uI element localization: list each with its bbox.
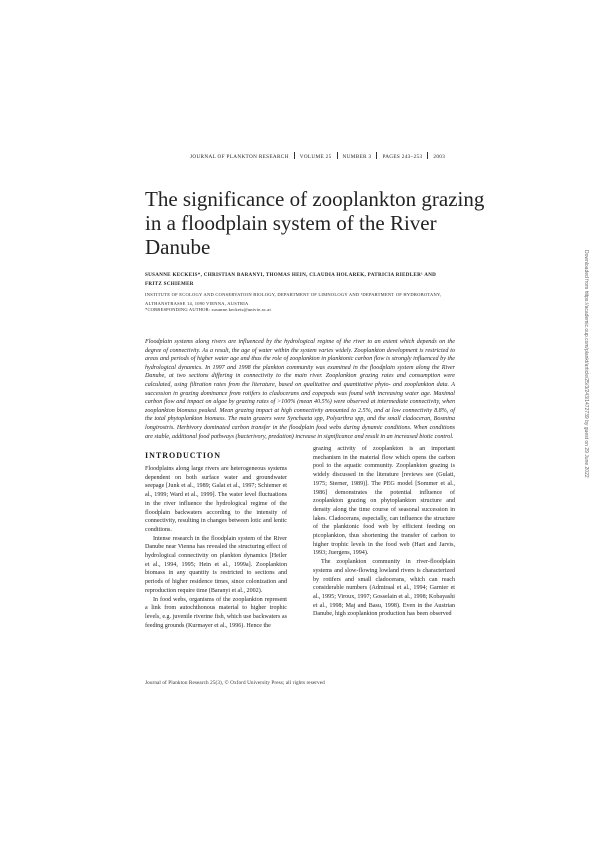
paragraph: In food webs, organisms of the zooplankton represent a link from autochthonous material to higher trophic levels, e.g. juvenile riverine fish, which use backwaters as feeding grounds (Kurmayer et al., 1996). Hence the (145, 596, 287, 629)
journal-name: JOURNAL OF PLANKTON RESEARCH (190, 154, 289, 160)
journal-year: 2003 (433, 154, 446, 160)
download-watermark (581, 250, 591, 550)
header-divider (427, 152, 428, 159)
article-title: The significance of zooplankton grazing in a floodplain system of the River Danube (145, 187, 485, 259)
paragraph: Intense research in the floodplain system of the River Danube near Vienna has revealed the structuring effect of hydrological connectivity on plankton dynamics [Heiler et al., 1994, 1995; Hein et al., 1999a]. Zooplankton biomass in any quantity is restricted to sections and periods of higher residence times, since colonization and reproduction require time (Baranyi et al., 2002). (145, 535, 287, 594)
journal-pages: PAGES 243–253 (382, 154, 423, 160)
journal-number: NUMBER 3 (342, 154, 372, 160)
paragraph: grazing activity of zooplankton is an important mechanism in the material flow which opens the carbon pool to the aquatic community. Zooplankton grazing is widely discussed in the literature [reviews see (Gulati, 1975; Sterner, 1989)]. The PEG model [Sommer et al., 1986] demonstrates the potential influence of zooplankton grazing on phytoplankton structure and density along the time course of seasonal succession in lakes. Cladocerans, especially, can influence the structure of the planktonic food web by efficient feeding on picoplankton, thus shortening the transfer of carbon to higher trophic levels in the food web (Hart and Jarvis, 1993; Juergens, 1994). (313, 446, 455, 557)
watermark-text: Downloaded from https://academic.oup.com/plankt/article/25/3/243/1472739 by guest on 29 June 2022 (583, 250, 589, 478)
body-column-right (313, 445, 455, 619)
author-list: SUSANNE KECKEIS*, CHRISTIAN BARANYI, THOMAS HEIN, CLAUDIA HOLAREK, PATRICIA RIEDLER¹ AND FRITZ SCHIEMER (145, 272, 437, 287)
journal-volume: VOLUME 25 (299, 154, 332, 160)
section-heading: INTRODUCTION (145, 451, 222, 460)
author-affiliation: INSTITUTE OF ECOLOGY AND CONSERVATION BIOLOGY, DEPARTMENT OF LIMNOLOGY AND ¹DEPARTMENT OF HYDROBOTANY, ALTHANSTRASSE 14, 1090 VIENNA, AUSTRIA (145, 292, 442, 306)
body-column-left (145, 465, 287, 630)
journal-header (190, 152, 446, 160)
header-divider (294, 152, 295, 159)
copyright-footer: Journal of Plankton Research 25(3), © Oxford University Press; all rights reserved (145, 680, 325, 686)
paragraph: Floodplains along large rivers are heterogeneous systems dependent on both surface water and groundwater seepage [Junk et al., 1989; Galat et al., 1997; Schiemer et al., 1999; Ward et al., 1999]. The water level fluctuations in the river influence the hydrological regime of the floodplain backwaters according to the intensity of connectivity, resulting in changes between lotic and lentic conditions. (145, 466, 287, 533)
abstract: Floodplain systems along rivers are influenced by the hydrological regime of the river to an extent which depends on the degree of connectivity. As a result, the age of water within the system varies widely. Zooplankton development is restricted to areas and periods of higher water age and thus the role of zooplankton in planktonic carbon flow is strongly influenced by the hydrological dynamics. In 1997 and 1998 the plankton community was examined in the floodplain system along the River Danube, at two sections differing in connectivity to the main river. Zooplankton grazing rates and consumption were calculated, using filtration rates from the literature, based on qualitative and quantitative phyto- and zooplankton data. A succession in grazing dominance from rotifers to cladocerans and copepods was found with increasing water age. Maximal carbon flow and impact on algae by grazing rates of >100% (mean 40.5%) were observed at intermediate connectivity, when zooplankton biomass peaked. Mean grazing impact at high connectivity amounted to 2.5%, and at low connectivity 8.8%, of the total phytoplankton biomass. The main grazers were Synchaeta spp, Polyarthra spp, and the small cladoceran, Bosmina longirostris. Herbivory dominated carbon transfer in the floodplain food webs during dynamic conditions. When conditions are stable, additional food pathways (bacterivory, predation) increase in significance and result in an increased biotic control. (145, 339, 455, 440)
header-divider (376, 152, 377, 159)
paragraph: The zooplankton community in river-floodplain systems and slow-flowing lowland rivers is characterized by rotifers and small cladocerans, which can reach considerable numbers (Admiraal et al., 1994; Garnier et al., 1995; Viroux, 1997; Gosselain et al., 1998; Kobayashi et al., 1998; Maj and Basu, 1998). Even in the Austrian Danube, high zooplankton production has been observed (313, 559, 455, 618)
header-divider (337, 152, 338, 159)
corresponding-author: *CORRESPONDING AUTHOR: susanne.keckeis@univie.ac.at (145, 307, 271, 312)
